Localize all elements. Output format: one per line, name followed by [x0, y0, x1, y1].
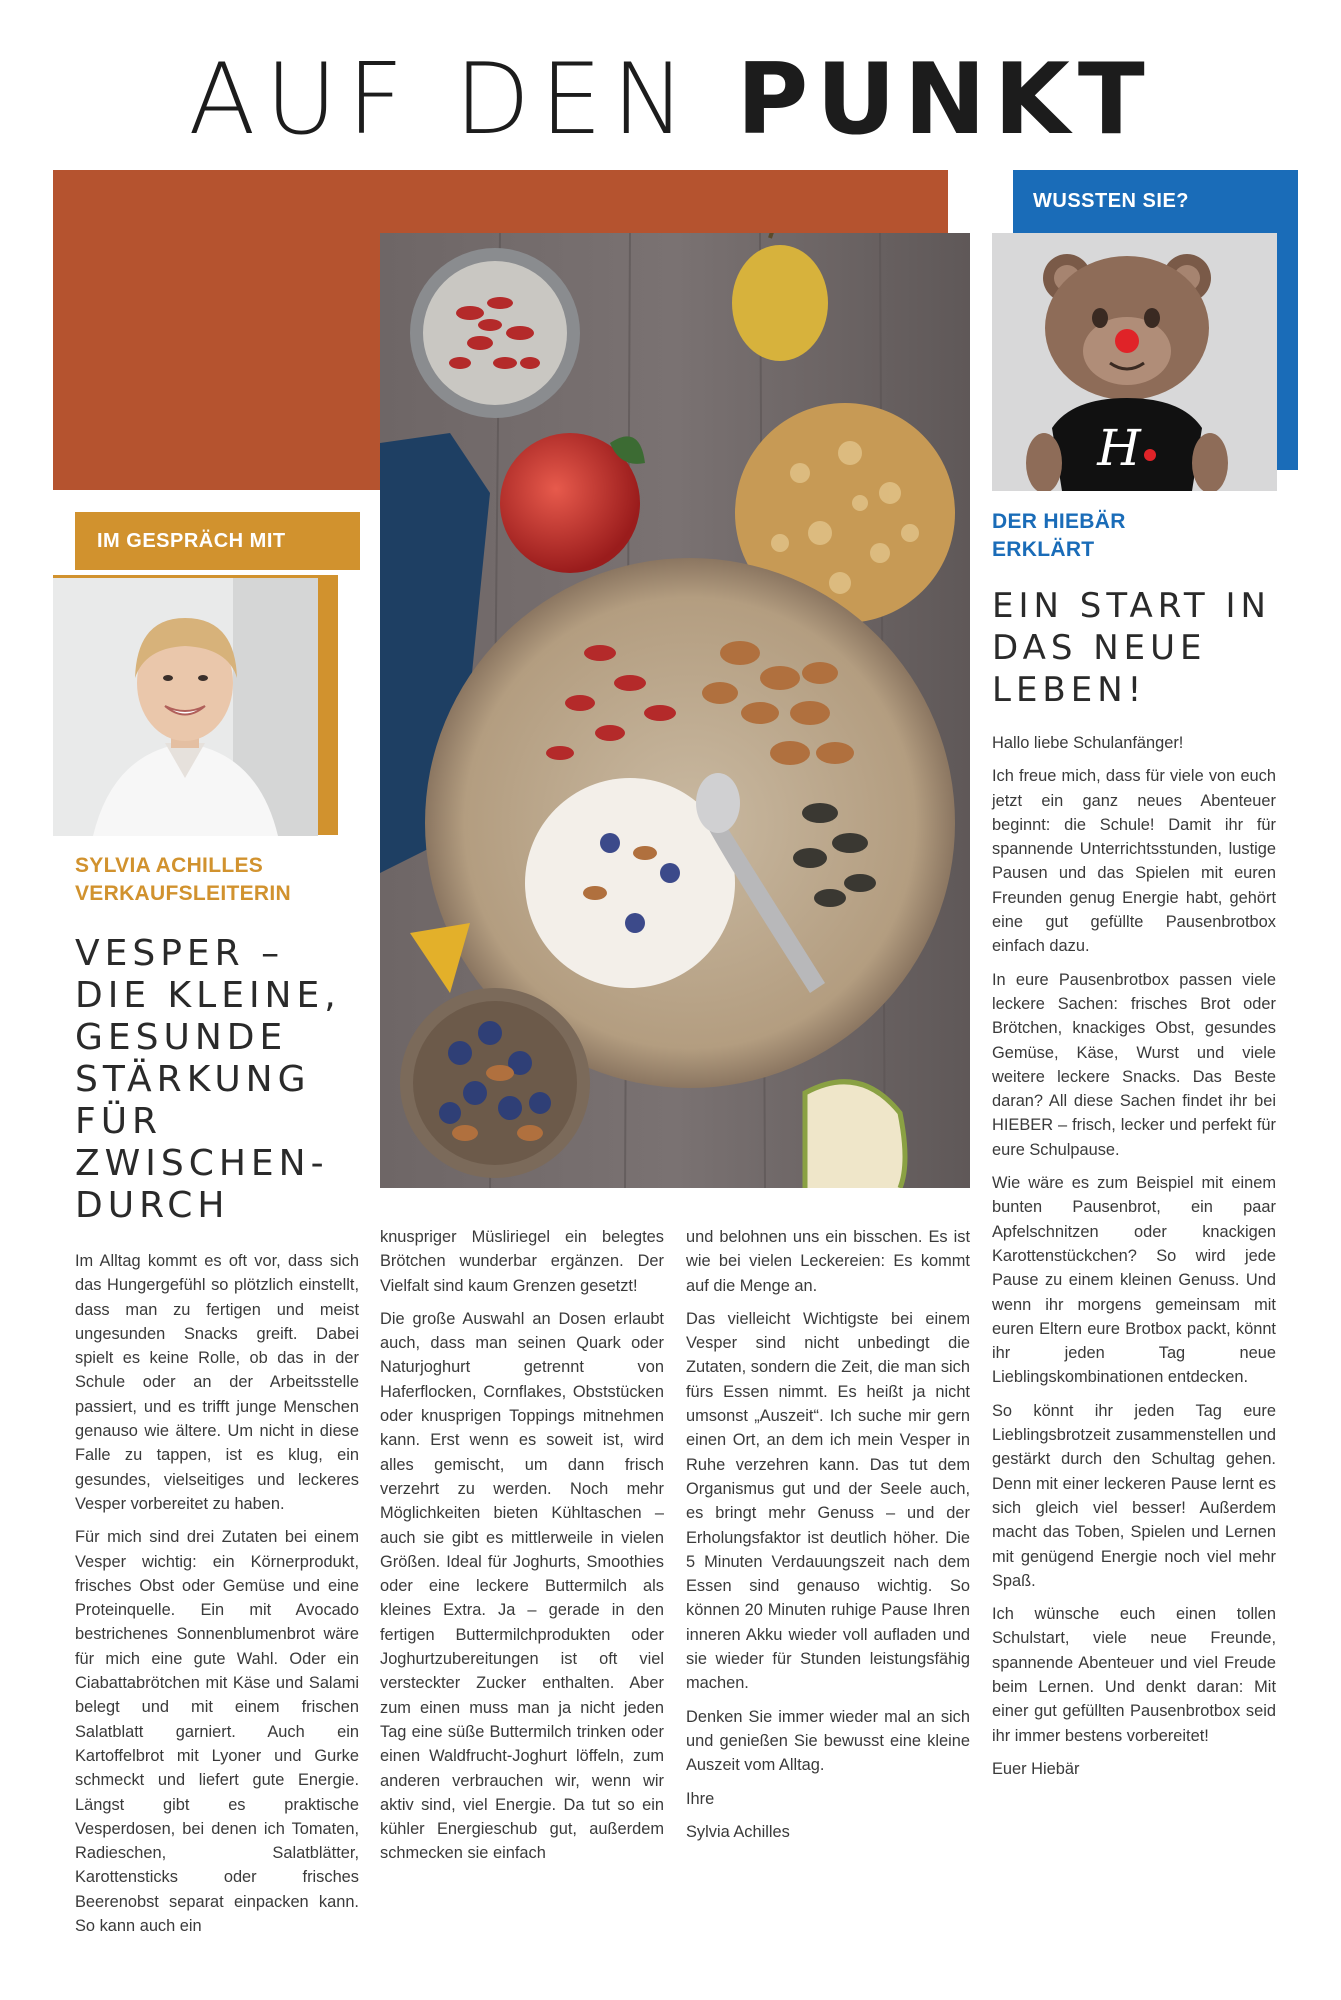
headline-line: LEBEN!: [992, 670, 1147, 710]
headline-line: DIE KLEINE,: [75, 975, 341, 1016]
author-name: [75, 852, 365, 908]
article-column-1: [75, 1249, 359, 1947]
paragraph: Für mich sind drei Zutaten bei einem Vesper wichtig: ein Körnerprodukt, frisches Obst oder Gemüse und eine Proteinquelle. Ein mit Avocado bestrichenes Sonnenblumenbrot wäre für mich eine gute Wahl. Oder ein Ciabattabrötchen mit Käse und Salami belegt und mit einem frischen Salatblatt garniert. Auch ein Kartoffelbrot mit Lyoner und Gurke schmeckt und liefert gute Energie. Längst gibt es praktische Vesperdosen, bei denen ich Tomaten, Radieschen, Salatblätter, Karottensticks oder frisches Beerenobst separat einpacken kann. So kann auch ein: [75, 1528, 359, 1936]
article-column-3: [686, 1225, 970, 1853]
portrait-illustration: [53, 578, 318, 836]
closing: Ihre: [686, 1789, 715, 1808]
paragraph: In eure Pausenbrotbox passen viele leckere Sachen: frisches Brot oder Brötchen, knackiges Obst, gesundes Gemüse, Käse, Wurst und viele weitere leckere Snacks. Das Beste daran? All diese Sachen findet ihr bei HIEBER – frisch, lecker und perfekt für eure Schulpause.: [992, 970, 1276, 1159]
masthead-bold: PUNKT: [736, 43, 1153, 157]
sidebar-headline: [992, 585, 1292, 711]
mascot-label-line: DER HIEBÄR: [992, 510, 1126, 533]
greeting: Hallo liebe Schulanfänger!: [992, 734, 1184, 752]
paragraph: Denken Sie immer wieder mal an sich und genießen Sie bewusst eine kleine Auszeit vom Alltag.: [686, 1707, 970, 1775]
paragraph: Ich wünsche euch einen tollen Schulstart, viele neue Freunde, spannende Abenteuer und viel Freude beim Lernen. Und denkt daran: Mit einer gut gefüllten Pausenbrotbox seid ihr immer bestens vorbereitet!: [992, 1605, 1276, 1745]
author-name-text: SYLVIA ACHILLES: [75, 854, 264, 877]
paragraph: Das vielleicht Wichtigste bei einem Vesper sind nicht unbedingt die Zutaten, sondern die Zeit, die man sich fürs Essen nimmt. Es heißt ja nicht umsonst „Auszeit“. Ich suche mir gern einen Ort, an dem ich mein Vesper in Ruhe verzehren kann. Das tut dem Organismus gut und der Seele auch, es bringt mehr Genuss – und der Erholungsfaktor ist deutlich höher. Die 5 Minuten Verdauungszeit nach dem Essen sind genauso wichtig. So können 20 Minuten ruhige Pause Ihren inneren Akku wieder voll aufladen und sie wieder für Stunden leistungsfähig machen.: [686, 1309, 970, 1693]
headline-line: ZWISCHEN-: [75, 1143, 329, 1184]
headline-line: GESUNDE: [75, 1017, 288, 1058]
masthead: [0, 43, 1341, 157]
shirt-logo: H: [1097, 419, 1141, 477]
signoff: Euer Hiebär: [992, 1759, 1080, 1778]
interview-badge: IM GESPRÄCH MIT: [75, 512, 360, 570]
signature: Sylvia Achilles: [686, 1822, 790, 1841]
paragraph: Wie wäre es zum Beispiel mit einem bunten Pausenbrot, ein paar Apfelschnitzen oder knackigen Karottenstückchen? So wird jede Pause zu einem kleinen Genuss. Und wenn ihr morgens gemeinsam mit euren Eltern eure Brotbox packt, könnt ihr jeden Tag neue Lieblingskombinationen entdecken.: [992, 1174, 1276, 1387]
author-role: VERKAUFSLEITERIN: [75, 882, 291, 905]
paragraph: Die große Auswahl an Dosen erlaubt auch, dass man seinen Quark oder Naturjoghurt getrennt von Haferflocken, Cornflakes, Obststücken oder knusprigen Toppings mitnehmen kann. Erst wenn es soweit ist, wird alles gemischt, um dann frisch verzehrt zu werden. Noch mehr Möglichkeiten bieten Kühltaschen – auch sie gibt es mittlerweile in vielen Größen. Ideal für Joghurts, Smoothies oder eine leckere Buttermilch als kleines Extra. Ja – gerade in den fertigen Buttermilchprodukten oder Joghurtzubereitungen ist oft viel versteckter Zucker enthalten. Aber zum einen muss man ja nicht jeden Tag eine süße Buttermilch trinken oder einen Waldfrucht-Joghurt löffeln, zum anderen verbrauchen wir, wenn wir aktiv sind, viel Energie. Da tut so ein kühler Energieschub gut, außerdem schmecken sie einfach: [380, 1309, 664, 1863]
headline-line: VESPER –: [75, 933, 285, 974]
headline-line: DURCH: [75, 1185, 230, 1226]
food-photo: [380, 233, 970, 1188]
paragraph: knuspriger Müsliriegel ein belegtes Brötchen wunderbar ergänzen. Der Vielfalt sind kaum Grenzen gesetzt!: [380, 1228, 664, 1295]
headline-line: EIN START IN: [992, 586, 1271, 626]
sidebar-badge: WUSSTEN SIE?: [1033, 190, 1190, 212]
headline-line: STÄRKUNG: [75, 1059, 311, 1100]
masthead-light: AUF DEN: [188, 43, 696, 157]
paragraph: Ich freue mich, dass für viele von euch jetzt ein ganz neues Abenteuer beginnt: die Schule! Damit ihr für spannende Unterrichtsstunden, lustige Pausen und das Spielen mit euren Freunden genug Energie habt, gehört eine gut gefüllte Pausenbrotbox einfach dazu.: [992, 767, 1276, 956]
headline-line: DAS NEUE: [992, 628, 1207, 668]
article-column-2: [380, 1225, 664, 1875]
sidebar-column: [992, 731, 1276, 1790]
headline-line: FÜR: [75, 1101, 163, 1142]
portrait-photo: [53, 578, 318, 836]
mascot-image: [992, 233, 1277, 491]
article-headline: [75, 933, 365, 1227]
paragraph: Im Alltag kommt es oft vor, dass sich das Hungergefühl so plötzlich einstellt, dass man zu fertigen und meist ungesunden Snacks greift. Dabei spielt es keine Rolle, ob das in der Schule oder an der Arbeitsstelle passiert, und es trifft junge Menschen genauso wie ältere. Um nicht in diese Falle zu tappen, ist es klug, ein gesundes, vielseitiges und leckeres Vesper vorbereitet zu haben.: [75, 1252, 359, 1513]
food-illustration: [380, 233, 970, 1188]
paragraph: und belohnen uns ein bisschen. Es ist wie bei vielen Leckereien: Es kommt auf die Menge an.: [686, 1228, 970, 1295]
mascot-label: [992, 508, 1282, 564]
mascot-label-line: ERKLÄRT: [992, 538, 1095, 561]
bear-mascot-illustration: [992, 233, 1277, 491]
paragraph: So könnt ihr jeden Tag eure Lieblingsbrotzeit zusammenstellen und gestärkt durch den Schultag gehen. Denn mit einer leckeren Pause lernt es sich gleich viel besser! Außerdem macht das Toben, Spielen und Lernen mit genügend Energie noch viel mehr Spaß.: [992, 1401, 1276, 1590]
